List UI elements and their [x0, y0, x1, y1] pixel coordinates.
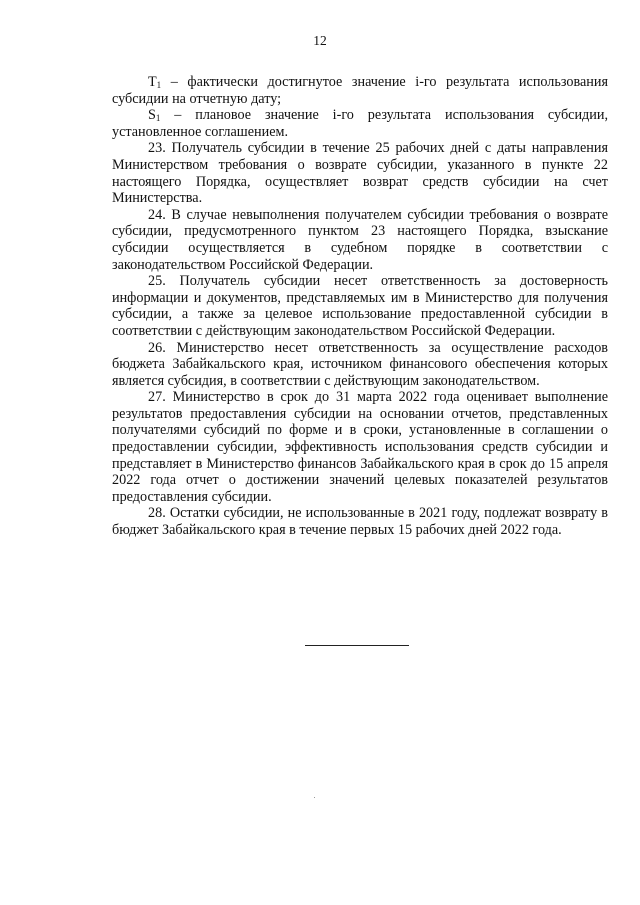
paragraph-27: 27. Министерство в срок до 31 марта 2022 года оценивает выполнение результатов предоставления субсидии на основании отчетов, представленных получателями субсидий по форме и в сроки, установленные в соглашении о предоставлении субсидии, эффективность использования средств субсидии и представляет в Министерство финансов Забайкальского края в срок до 15 апреля 2022 года отчет о достижении значений целевых показателей результатов предоставления субсидии. [112, 389, 608, 505]
definition-symbol: T [148, 74, 157, 90]
definition-text: – плановое значение i-го результата использования субсидии, установленное соглашением. [112, 107, 608, 140]
definition-t1 [112, 74, 608, 107]
definition-text: – фактически достигнутое значение i-го результата использования субсидии на отчетную дату; [112, 74, 608, 107]
definition-subscript: 1 [155, 113, 161, 124]
end-separator-line [305, 645, 409, 646]
definition-s1 [112, 107, 608, 140]
paragraph-23: 23. Получатель субсидии в течение 25 рабочих дней с даты направления Министерством требования о возврате субсидии, указанного в пункте 22 настоящего Порядка, осуществляет возврат средств субсидии на счет Министерства. [112, 140, 608, 207]
paragraph-28: 28. Остатки субсидии, не использованные в 2021 году, подлежат возврату в бюджет Забайкальского края в течение первых 15 рабочих дней 2022 года. [112, 505, 608, 539]
page-number: 12 [313, 33, 327, 48]
paragraph-24: 24. В случае невыполнения получателем субсидии требования о возврате субсидии, предусмотренного пунктом 23 настоящего Порядка, взыскание субсидии осуществляется в судебном порядке в соответствии с законодательством Российской Федерации. [112, 206, 608, 273]
paragraph-26: 26. Министерство несет ответственность за осуществление расходов бюджета Забайкальского края, источником финансового обеспечения которых является субсидия, в соответствии с действующим законодательством. [112, 339, 608, 389]
paragraph-25: 25. Получатель субсидии несет ответственность за достоверность информации и документов, представляемых им в Министерство для получения субсидии, а также за целевое использование предоставленной субсидии в соответствии с действующим законодательством Российской Федерации. [112, 273, 608, 339]
scan-speck [314, 797, 315, 798]
definition-symbol: S [148, 107, 156, 124]
document-body [112, 74, 608, 539]
definition-subscript: 1 [156, 80, 162, 90]
